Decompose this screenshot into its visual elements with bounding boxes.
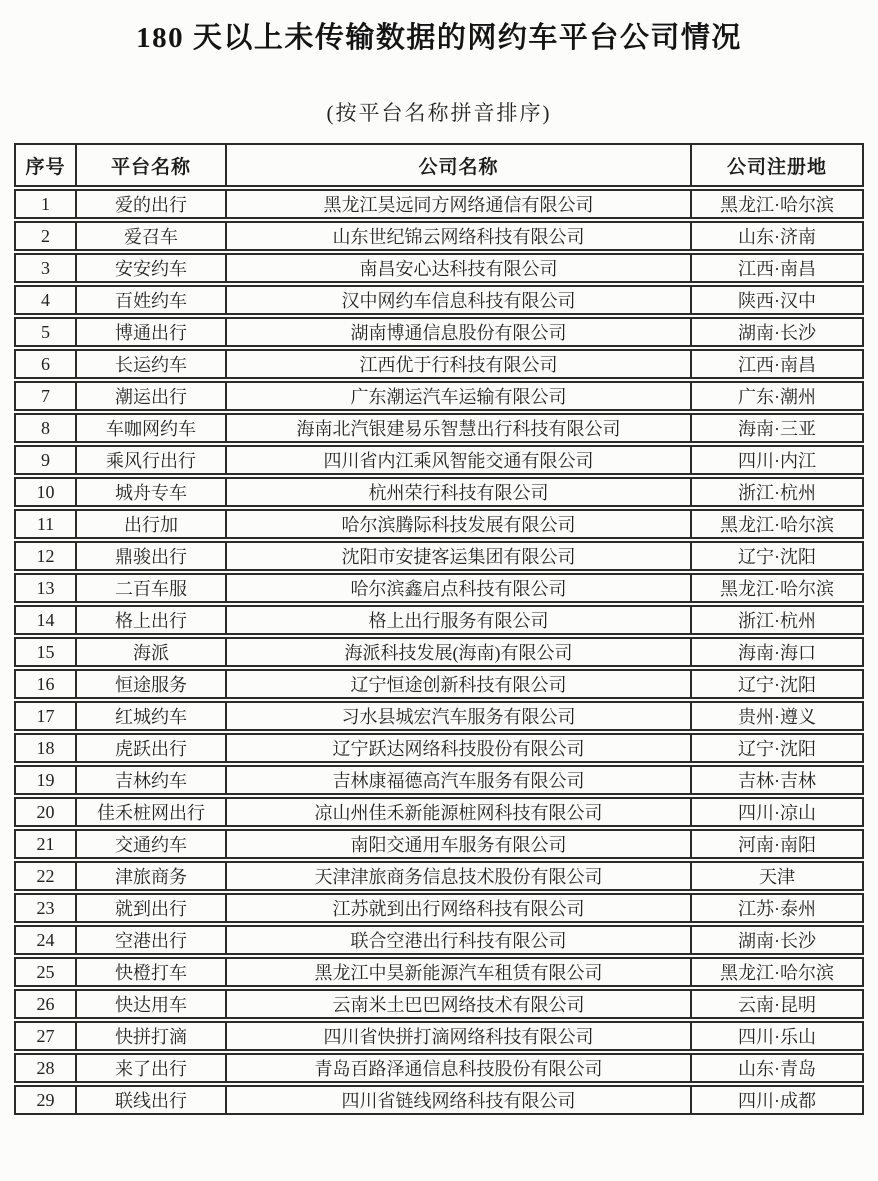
platform-name-cell: 吉林约车 (77, 765, 227, 795)
company-location-cell: 黑龙江·哈尔滨 (692, 957, 864, 987)
platform-name-cell: 虎跃出行 (77, 733, 227, 763)
platform-name-cell: 佳禾桩网出行 (77, 797, 227, 827)
company-name-cell: 四川省快拼打滴网络科技有限公司 (227, 1021, 692, 1051)
company-location-cell: 陕西·汉中 (692, 285, 864, 315)
table-row (14, 1085, 864, 1115)
company-location-cell: 湖南·长沙 (692, 317, 864, 347)
row-number-cell: 5 (14, 317, 77, 347)
company-name-cell: 广东潮运汽车运输有限公司 (227, 381, 692, 411)
company-name-cell: 山东世纪锦云网络科技有限公司 (227, 221, 692, 251)
row-number-cell: 27 (14, 1021, 77, 1051)
row-number-cell: 19 (14, 765, 77, 795)
table-row (14, 605, 864, 635)
company-location-cell: 四川·凉山 (692, 797, 864, 827)
company-location-cell: 广东·潮州 (692, 381, 864, 411)
platform-name-cell: 长运约车 (77, 349, 227, 379)
row-number-cell: 11 (14, 509, 77, 539)
company-name-cell: 江西优于行科技有限公司 (227, 349, 692, 379)
company-location-cell: 四川·内江 (692, 445, 864, 475)
table-row (14, 413, 864, 443)
row-number-cell: 23 (14, 893, 77, 923)
platform-name-cell: 乘风行出行 (77, 445, 227, 475)
company-location-cell: 江苏·泰州 (692, 893, 864, 923)
row-number-cell: 20 (14, 797, 77, 827)
row-number-cell: 4 (14, 285, 77, 315)
company-name-cell: 凉山州佳禾新能源桩网科技有限公司 (227, 797, 692, 827)
platform-name-cell: 出行加 (77, 509, 227, 539)
row-number-cell: 1 (14, 189, 77, 219)
company-name-cell: 黑龙江昊远同方网络通信有限公司 (227, 189, 692, 219)
company-location-cell: 黑龙江·哈尔滨 (692, 189, 864, 219)
platform-name-cell: 红城约车 (77, 701, 227, 731)
table-row (14, 221, 864, 251)
table-row (14, 573, 864, 603)
table-row (14, 957, 864, 987)
row-number-cell: 21 (14, 829, 77, 859)
row-number-cell: 14 (14, 605, 77, 635)
platform-name-cell: 交通约车 (77, 829, 227, 859)
company-location-cell: 河南·南阳 (692, 829, 864, 859)
header-company-name: 公司名称 (227, 143, 692, 187)
company-name-cell: 四川省内江乘风智能交通有限公司 (227, 445, 692, 475)
platform-name-cell: 快橙打车 (77, 957, 227, 987)
company-location-cell: 吉林·吉林 (692, 765, 864, 795)
table-row (14, 1053, 864, 1083)
row-number-cell: 6 (14, 349, 77, 379)
table-header (14, 143, 864, 187)
row-number-cell: 18 (14, 733, 77, 763)
table-row (14, 253, 864, 283)
row-number-cell: 28 (14, 1053, 77, 1083)
company-name-cell: 哈尔滨腾际科技发展有限公司 (227, 509, 692, 539)
platform-name-cell: 快拼打滴 (77, 1021, 227, 1051)
platform-name-cell: 空港出行 (77, 925, 227, 955)
company-name-cell: 湖南博通信息股份有限公司 (227, 317, 692, 347)
row-number-cell: 25 (14, 957, 77, 987)
company-name-cell: 天津津旅商务信息技术股份有限公司 (227, 861, 692, 891)
row-number-cell: 26 (14, 989, 77, 1019)
company-name-cell: 吉林康福德高汽车服务有限公司 (227, 765, 692, 795)
platform-name-cell: 快达用车 (77, 989, 227, 1019)
row-number-cell: 29 (14, 1085, 77, 1115)
company-location-cell: 浙江·杭州 (692, 477, 864, 507)
company-location-cell: 海南·三亚 (692, 413, 864, 443)
platform-name-cell: 津旅商务 (77, 861, 227, 891)
table-row (14, 765, 864, 795)
table-row (14, 829, 864, 859)
platform-name-cell: 爱召车 (77, 221, 227, 251)
table-row (14, 477, 864, 507)
company-location-cell: 云南·昆明 (692, 989, 864, 1019)
company-name-cell: 杭州荣行科技有限公司 (227, 477, 692, 507)
company-name-cell: 辽宁恒途创新科技有限公司 (227, 669, 692, 699)
table-row (14, 349, 864, 379)
header-index: 序号 (14, 143, 77, 187)
platform-name-cell: 百姓约车 (77, 285, 227, 315)
company-name-cell: 海派科技发展(海南)有限公司 (227, 637, 692, 667)
table-row (14, 861, 864, 891)
company-location-cell: 四川·成都 (692, 1085, 864, 1115)
company-location-cell: 天津 (692, 861, 864, 891)
table-row (14, 189, 864, 219)
row-number-cell: 3 (14, 253, 77, 283)
row-number-cell: 12 (14, 541, 77, 571)
platform-name-cell: 海派 (77, 637, 227, 667)
company-location-cell: 黑龙江·哈尔滨 (692, 573, 864, 603)
company-name-cell: 沈阳市安捷客运集团有限公司 (227, 541, 692, 571)
table-row (14, 285, 864, 315)
company-name-cell: 青岛百路泽通信息科技股份有限公司 (227, 1053, 692, 1083)
company-name-cell: 哈尔滨鑫启点科技有限公司 (227, 573, 692, 603)
company-location-cell: 四川·乐山 (692, 1021, 864, 1051)
company-location-cell: 贵州·遵义 (692, 701, 864, 731)
page-subtitle: (按平台名称拼音排序) (326, 101, 552, 125)
company-name-cell: 汉中网约车信息科技有限公司 (227, 285, 692, 315)
company-name-cell: 黑龙江中昊新能源汽车租赁有限公司 (227, 957, 692, 987)
platform-name-cell: 恒途服务 (77, 669, 227, 699)
company-name-cell: 南阳交通用车服务有限公司 (227, 829, 692, 859)
row-number-cell: 8 (14, 413, 77, 443)
page-title: 180 天以上未传输数据的网约车平台公司情况 (136, 22, 742, 54)
table-row (14, 509, 864, 539)
platform-name-cell: 就到出行 (77, 893, 227, 923)
row-number-cell: 15 (14, 637, 77, 667)
table-row (14, 381, 864, 411)
row-number-cell: 10 (14, 477, 77, 507)
row-number-cell: 2 (14, 221, 77, 251)
table-row (14, 445, 864, 475)
platform-name-cell: 来了出行 (77, 1053, 227, 1083)
table-row (14, 637, 864, 667)
platform-name-cell: 格上出行 (77, 605, 227, 635)
row-number-cell: 9 (14, 445, 77, 475)
company-location-cell: 湖南·长沙 (692, 925, 864, 955)
row-number-cell: 13 (14, 573, 77, 603)
company-location-cell: 江西·南昌 (692, 253, 864, 283)
table-header-row (14, 143, 864, 187)
platform-name-cell: 安安约车 (77, 253, 227, 283)
company-name-cell: 四川省链线网络科技有限公司 (227, 1085, 692, 1115)
platform-name-cell: 城舟专车 (77, 477, 227, 507)
platform-table (14, 141, 864, 1117)
company-name-cell: 格上出行服务有限公司 (227, 605, 692, 635)
table-row (14, 925, 864, 955)
table-row (14, 669, 864, 699)
row-number-cell: 22 (14, 861, 77, 891)
header-company-location: 公司注册地 (692, 143, 864, 187)
table-row (14, 701, 864, 731)
table-row (14, 797, 864, 827)
company-location-cell: 海南·海口 (692, 637, 864, 667)
company-name-cell: 江苏就到出行网络科技有限公司 (227, 893, 692, 923)
platform-name-cell: 博通出行 (77, 317, 227, 347)
company-location-cell: 山东·青岛 (692, 1053, 864, 1083)
company-name-cell: 南昌安心达科技有限公司 (227, 253, 692, 283)
company-location-cell: 江西·南昌 (692, 349, 864, 379)
table-row (14, 1021, 864, 1051)
table-row (14, 541, 864, 571)
table-row (14, 989, 864, 1019)
table-body (14, 189, 864, 1115)
header-platform-name: 平台名称 (77, 143, 227, 187)
table-row (14, 733, 864, 763)
platform-name-cell: 爱的出行 (77, 189, 227, 219)
company-location-cell: 辽宁·沈阳 (692, 733, 864, 763)
company-name-cell: 习水县城宏汽车服务有限公司 (227, 701, 692, 731)
company-name-cell: 辽宁跃达网络科技股份有限公司 (227, 733, 692, 763)
company-name-cell: 联合空港出行科技有限公司 (227, 925, 692, 955)
table-row (14, 317, 864, 347)
row-number-cell: 24 (14, 925, 77, 955)
platform-name-cell: 车咖网约车 (77, 413, 227, 443)
row-number-cell: 7 (14, 381, 77, 411)
table-row (14, 893, 864, 923)
platform-name-cell: 二百车服 (77, 573, 227, 603)
company-location-cell: 黑龙江·哈尔滨 (692, 509, 864, 539)
company-location-cell: 山东·济南 (692, 221, 864, 251)
company-name-cell: 海南北汽银建易乐智慧出行科技有限公司 (227, 413, 692, 443)
platform-name-cell: 鼎骏出行 (77, 541, 227, 571)
company-location-cell: 辽宁·沈阳 (692, 669, 864, 699)
row-number-cell: 16 (14, 669, 77, 699)
company-location-cell: 浙江·杭州 (692, 605, 864, 635)
row-number-cell: 17 (14, 701, 77, 731)
company-location-cell: 辽宁·沈阳 (692, 541, 864, 571)
platform-name-cell: 潮运出行 (77, 381, 227, 411)
company-name-cell: 云南米土巴巴网络技术有限公司 (227, 989, 692, 1019)
platform-name-cell: 联线出行 (77, 1085, 227, 1115)
